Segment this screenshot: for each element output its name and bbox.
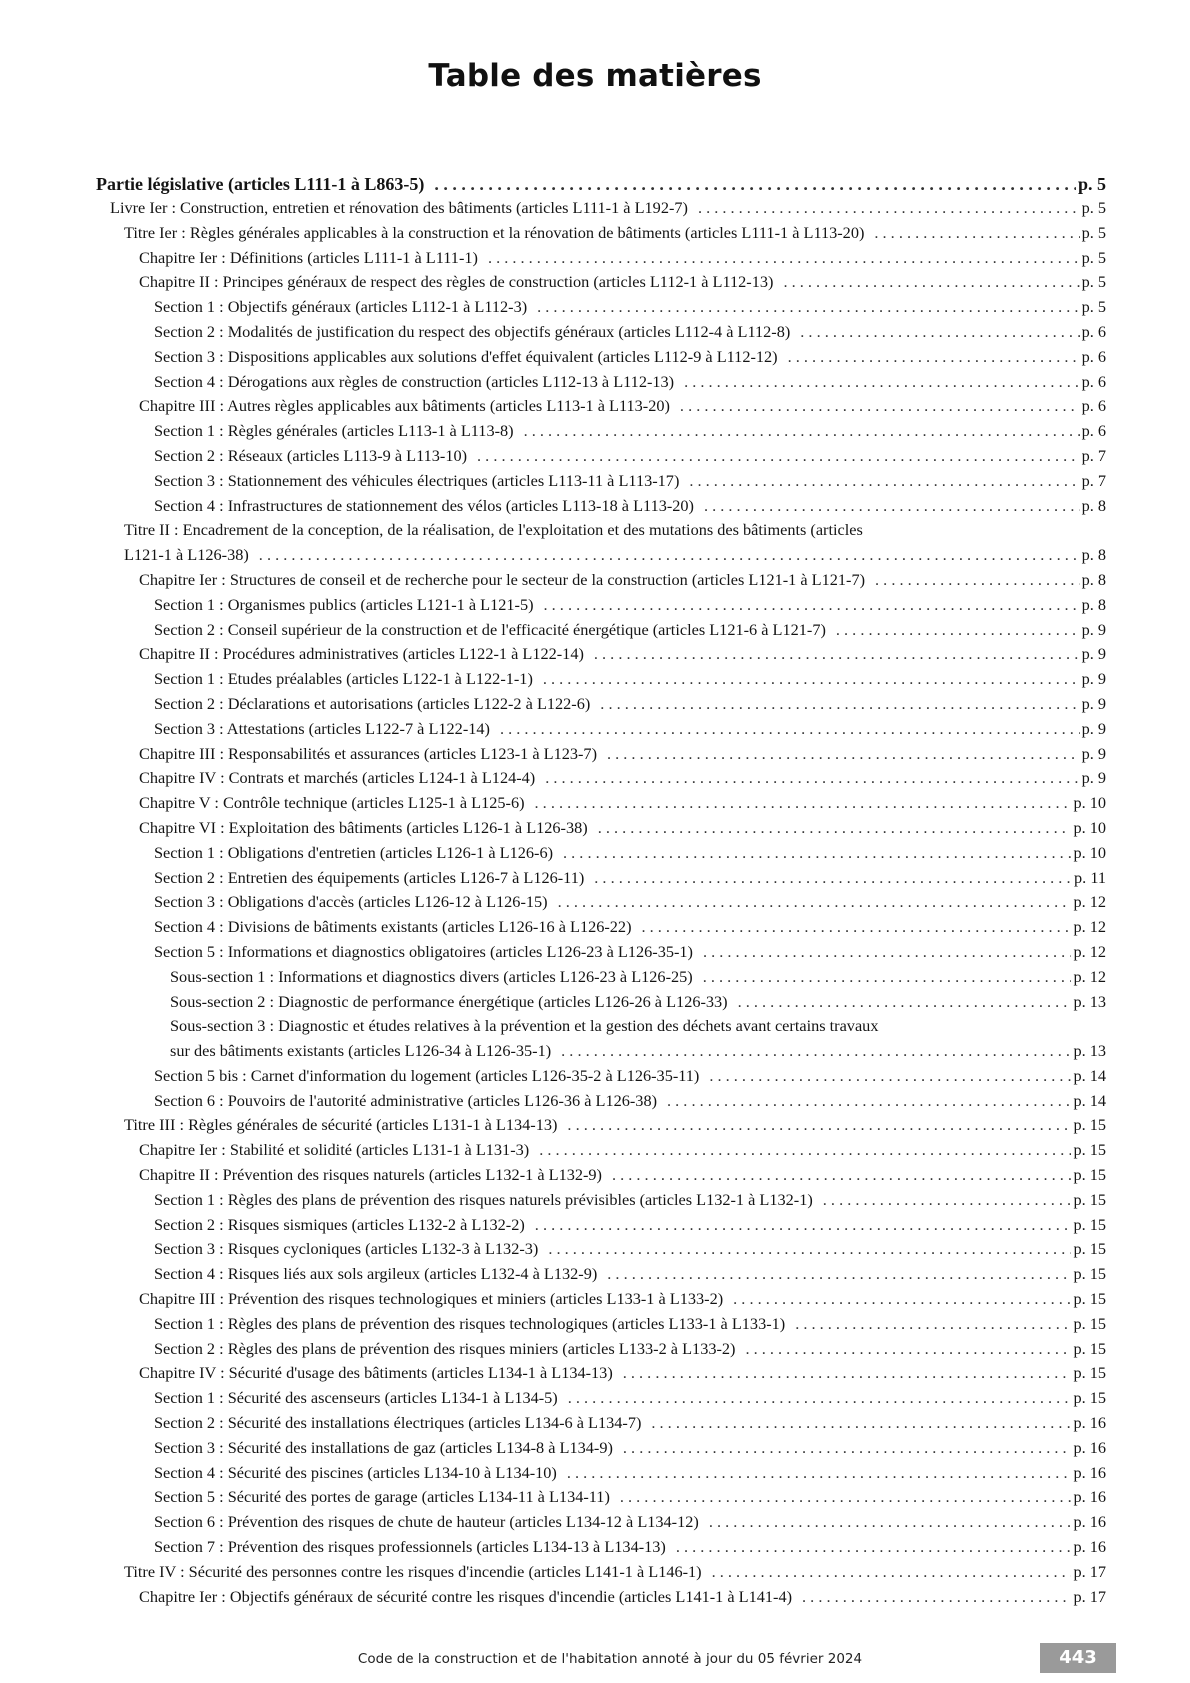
toc-entry[interactable] — [96, 866, 1106, 891]
toc-entry-page: p. 9 — [1081, 768, 1106, 788]
dot-leader — [524, 419, 1080, 444]
toc-entry-label: Chapitre III : Prévention des risques technologiques et miniers (articles L133-1 à L133-2) — [139, 1289, 724, 1309]
toc-entry-page: p. 15 — [1073, 1189, 1106, 1209]
toc-entry-label: Section 2 : Règles des plans de prévention des risques miniers (articles L133-2 à L133-2) — [154, 1338, 736, 1358]
toc-entry[interactable] — [96, 221, 1106, 246]
toc-entry-page: p. 8 — [1081, 569, 1106, 589]
toc-entry-page: p. 8 — [1081, 594, 1106, 614]
toc-entry-page: p. 6 — [1081, 396, 1106, 416]
dot-leader — [712, 1560, 1072, 1585]
toc-entry-label: sur des bâtiments existants (articles L126-34 à L126-35-1) — [170, 1041, 552, 1061]
toc-entry[interactable] — [96, 270, 1106, 295]
toc-entry[interactable] — [96, 791, 1106, 816]
toc-entry[interactable] — [96, 667, 1106, 692]
toc-entry[interactable] — [96, 593, 1106, 618]
toc-entry[interactable] — [96, 1089, 1106, 1114]
page-number-badge: 443 — [1040, 1643, 1116, 1673]
dot-leader — [709, 1510, 1072, 1535]
toc-entry[interactable] — [96, 1337, 1106, 1362]
toc-entry[interactable] — [96, 543, 1106, 568]
toc-entry[interactable] — [96, 370, 1106, 395]
footer-text: Code de la construction et de l'habitation annoté à jour du 05 février 2024 — [357, 1651, 863, 1667]
toc-entry[interactable] — [96, 320, 1106, 345]
toc-entry-label: Section 2 : Réseaux (articles L113-9 à L113-10) — [154, 445, 468, 465]
dot-leader — [642, 915, 1072, 940]
toc-entry-page: p. 15 — [1073, 1115, 1106, 1135]
toc-entry-page: p. 10 — [1073, 817, 1106, 837]
toc-entry-page: p. 5 — [1077, 174, 1106, 194]
dot-leader — [561, 1039, 1071, 1064]
toc-entry[interactable] — [96, 345, 1106, 370]
toc-entry[interactable] — [96, 1510, 1106, 1535]
dot-leader — [568, 1386, 1072, 1411]
toc-entry[interactable] — [96, 816, 1106, 841]
toc-entry-label: Section 2 : Entretien des équipements (articles L126-7 à L126-11) — [154, 867, 585, 887]
toc-entry[interactable] — [96, 1188, 1106, 1213]
toc-entry-label: Section 2 : Risques sismiques (articles L132-2 à L132-2) — [154, 1214, 525, 1234]
toc-entry-label: Section 3 : Attestations (articles L122-7 à L122-14) — [154, 718, 490, 738]
toc-entry-label: Section 3 : Dispositions applicables aux solutions d'effet équivalent (articles L112-9 à L112-12) — [154, 346, 778, 366]
dot-leader — [800, 320, 1079, 345]
toc-entry[interactable] — [96, 1361, 1106, 1386]
toc-entry-page: p. 16 — [1073, 1437, 1106, 1457]
toc-entry[interactable] — [96, 1213, 1106, 1238]
toc-entry[interactable] — [96, 1039, 1106, 1064]
dot-leader — [783, 270, 1079, 295]
toc-entry[interactable] — [96, 1262, 1106, 1287]
dot-leader — [795, 1312, 1071, 1337]
dot-leader — [788, 345, 1080, 370]
toc-entry[interactable] — [96, 444, 1106, 469]
dot-leader — [598, 816, 1072, 841]
toc-entry-label: Section 4 : Risques liés aux sols argileux (articles L132-4 à L132-9) — [154, 1264, 598, 1284]
toc-entry[interactable] — [96, 618, 1106, 643]
toc-entry-page: p. 6 — [1081, 346, 1106, 366]
toc-entry-page: p. 8 — [1081, 495, 1106, 515]
toc-entry-page: p. 16 — [1073, 1487, 1106, 1507]
dot-leader — [745, 1337, 1071, 1362]
dot-leader — [623, 1436, 1072, 1461]
toc-entry-label: Chapitre III : Responsabilités et assurances (articles L123-1 à L123-7) — [139, 743, 597, 763]
dot-leader — [434, 171, 1076, 197]
toc-entry[interactable] — [96, 742, 1106, 767]
toc-entry-page: p. 12 — [1073, 966, 1106, 986]
toc-entry-page: p. 7 — [1081, 445, 1106, 465]
dot-leader — [545, 766, 1079, 791]
dot-leader — [733, 1287, 1071, 1312]
toc-entry-page: p. 10 — [1073, 842, 1106, 862]
toc-entry-page: p. 14 — [1073, 1065, 1106, 1085]
toc-entry-label: Titre IV : Sécurité des personnes contre les risques d'incendie (articles L141-1 à L146-1) — [124, 1561, 702, 1581]
toc-entry-page: p. 15 — [1073, 1338, 1106, 1358]
page-footer — [0, 1643, 1190, 1673]
toc-entry-label: Section 4 : Infrastructures de stationnement des vélos (articles L113-18 à L113-20) — [154, 495, 694, 515]
dot-leader — [558, 890, 1072, 915]
dot-leader — [543, 667, 1080, 692]
toc-entry-label: Chapitre Ier : Stabilité et solidité (articles L131-1 à L131-3) — [139, 1140, 530, 1160]
toc-entry-label: Sous-section 1 : Informations et diagnostics divers (articles L126-23 à L126-25) — [170, 966, 693, 986]
toc-entry-page: p. 15 — [1073, 1165, 1106, 1185]
toc-entry-label: Chapitre V : Contrôle technique (articles L125-1 à L125-6) — [139, 793, 525, 813]
dot-leader — [477, 444, 1080, 469]
dot-leader — [544, 593, 1080, 618]
dot-leader — [667, 1089, 1071, 1114]
toc-entry-page: p. 6 — [1081, 371, 1106, 391]
toc-entry[interactable] — [96, 1138, 1106, 1163]
toc-entry-label-line1: Sous-section 3 : Diagnostic et études relatives à la prévention et la gestion des déchets avant certains travaux — [170, 1016, 879, 1036]
dot-leader — [488, 246, 1080, 271]
toc-entry-page: p. 6 — [1081, 321, 1106, 341]
toc-entry-label: Section 7 : Prévention des risques professionnels (articles L134-13 à L134-13) — [154, 1537, 666, 1557]
dot-leader — [689, 469, 1079, 494]
toc-entry-label: Section 1 : Etudes préalables (articles L122-1 à L122-1-1) — [154, 669, 533, 689]
dot-leader — [802, 1585, 1071, 1610]
dot-leader — [709, 1064, 1071, 1089]
toc-entry-page: p. 5 — [1081, 297, 1106, 317]
toc-entry-page: p. 5 — [1081, 222, 1106, 242]
toc-entry-label: Section 4 : Divisions de bâtiments existants (articles L126-16 à L126-22) — [154, 917, 632, 937]
dot-leader — [704, 494, 1080, 519]
toc-entry-page: p. 5 — [1081, 198, 1106, 217]
dot-leader — [703, 965, 1072, 990]
toc-entry-label: Chapitre III : Autres règles applicables aux bâtiments (articles L113-1 à L113-20) — [139, 396, 670, 416]
toc-entry-label: Section 2 : Modalités de justification du respect des objectifs généraux (articles L112-4 à L112-8) — [154, 321, 791, 341]
toc-entry-label: Section 2 : Conseil supérieur de la construction et de l'efficacité énergétique (articles L121-6 à L121-7) — [154, 619, 826, 639]
toc-entry-label: Section 2 : Déclarations et autorisations (articles L122-2 à L122-6) — [154, 693, 591, 713]
toc-entry-page: p. 16 — [1073, 1537, 1106, 1557]
toc-entry-page: p. 15 — [1073, 1239, 1106, 1259]
toc-entry-label: Chapitre Ier : Structures de conseil et de recherche pour le secteur de la construction (articles L121-1 à L121-7) — [139, 569, 866, 589]
toc-entry-page: p. 14 — [1073, 1090, 1106, 1110]
toc-entry-page: p. 15 — [1073, 1214, 1106, 1234]
toc-entry-label: Section 1 : Organismes publics (articles L121-1 à L121-5) — [154, 594, 534, 614]
toc-entry-page: p. 9 — [1081, 743, 1106, 763]
toc-entry[interactable] — [96, 1163, 1106, 1188]
dot-leader — [698, 196, 1080, 221]
toc-entry-label: Titre Ier : Règles générales applicables à la construction et la rénovation de bâtiments (articles L111-1 à L113-20) — [124, 222, 865, 242]
toc-entry-page: p. 12 — [1073, 941, 1106, 961]
toc-entry[interactable] — [96, 469, 1106, 494]
toc-entry-page: p. 9 — [1081, 669, 1106, 689]
toc-entry[interactable] — [96, 990, 1106, 1015]
toc-entry[interactable] — [96, 196, 1106, 221]
dot-leader — [535, 791, 1072, 816]
toc-entry[interactable] — [96, 295, 1106, 320]
toc-entry[interactable] — [96, 246, 1106, 271]
toc-entry[interactable] — [96, 890, 1106, 915]
toc-entry[interactable] — [96, 1237, 1106, 1262]
toc-entry-label: Section 1 : Règles générales (articles L113-1 à L113-8) — [154, 421, 514, 441]
toc-entry-page: p. 16 — [1073, 1413, 1106, 1433]
toc-entry[interactable] — [96, 1560, 1106, 1585]
toc-entry-label: Section 6 : Pouvoirs de l'autorité administrative (articles L126-36 à L126-38) — [154, 1090, 658, 1110]
toc-entry-page: p. 8 — [1081, 545, 1106, 565]
dot-leader — [623, 1361, 1072, 1386]
toc-entry-label: Chapitre IV : Sécurité d'usage des bâtiments (articles L134-1 à L134-13) — [139, 1363, 613, 1383]
toc-entry-page: p. 9 — [1081, 718, 1106, 738]
toc-entry[interactable] — [96, 1064, 1106, 1089]
toc-entry-label: Section 2 : Sécurité des installations électriques (articles L134-6 à L134-7) — [154, 1413, 642, 1433]
toc-entry-label: Chapitre II : Principes généraux de respect des règles de construction (articles L112-1 à L112-13) — [139, 272, 774, 292]
toc-entry-label: Chapitre VI : Exploitation des bâtiments (articles L126-1 à L126-38) — [139, 817, 588, 837]
toc-entry[interactable] — [96, 1535, 1106, 1560]
dot-leader — [680, 394, 1080, 419]
toc-entry[interactable] — [96, 568, 1106, 593]
toc-entry[interactable] — [96, 915, 1106, 940]
toc-entry[interactable] — [96, 1113, 1106, 1138]
toc-entry-page: p. 17 — [1073, 1561, 1106, 1581]
toc-entry[interactable] — [96, 642, 1106, 667]
dot-leader — [676, 1535, 1072, 1560]
toc-entry[interactable] — [96, 171, 1106, 197]
dot-leader — [535, 1213, 1072, 1238]
dot-leader — [874, 221, 1079, 246]
toc-entry-label: Section 3 : Stationnement des véhicules électriques (articles L113-11 à L113-17) — [154, 470, 680, 490]
toc-entry-page: p. 13 — [1073, 1041, 1106, 1061]
toc-entry-page: p. 16 — [1073, 1462, 1106, 1482]
dot-leader — [548, 1237, 1071, 1262]
toc-entry-label: Chapitre II : Procédures administratives (articles L122-1 à L122-14) — [139, 644, 584, 664]
toc-entry-label: Chapitre IV : Contrats et marchés (articles L124-1 à L124-4) — [139, 768, 536, 788]
toc-entry-label: Section 1 : Obligations d'entretien (articles L126-1 à L126-6) — [154, 842, 554, 862]
toc-entry-page: p. 5 — [1081, 247, 1106, 267]
dot-leader — [620, 1485, 1072, 1510]
toc-entry-label-line1: Titre II : Encadrement de la conception, de la réalisation, de l'exploitation et des mutations des bâtiments (articles — [124, 520, 863, 540]
toc-entry-page: p. 10 — [1073, 793, 1106, 813]
toc-entry-label: Titre III : Règles générales de sécurité (articles L131-1 à L134-13) — [124, 1115, 558, 1135]
toc-entry-page: p. 5 — [1081, 272, 1106, 292]
toc-entry-label: Partie législative (articles L111-1 à L863-5) — [96, 174, 425, 194]
toc-entry-label: Section 3 : Obligations d'accès (articles L126-12 à L126-15) — [154, 892, 548, 912]
toc-entry-page: p. 16 — [1073, 1512, 1106, 1532]
toc-entry-page: p. 7 — [1081, 470, 1106, 490]
toc-entry-page: p. 15 — [1073, 1140, 1106, 1160]
toc-entry-page: p. 12 — [1073, 892, 1106, 912]
toc-entry-label: Section 1 : Règles des plans de prévention des risques naturels prévisibles (articles L132-1 à L132-1) — [154, 1189, 813, 1209]
table-of-contents — [96, 171, 1106, 1609]
dot-leader — [600, 692, 1079, 717]
dot-leader — [563, 841, 1071, 866]
dot-leader — [875, 568, 1080, 593]
toc-entry-page: p. 11 — [1074, 867, 1106, 887]
toc-entry-page: p. 9 — [1081, 644, 1106, 664]
toc-entry-label: Section 5 : Informations et diagnostics obligatoires (articles L126-23 à L126-35-1) — [154, 941, 693, 961]
toc-entry-label: Section 1 : Règles des plans de prévention des risques technologiques (articles L133-1 à L133-1) — [154, 1313, 786, 1333]
toc-entry[interactable] — [96, 940, 1106, 965]
dot-leader — [537, 295, 1079, 320]
toc-entry[interactable] — [96, 1461, 1106, 1486]
dot-leader — [539, 1138, 1071, 1163]
toc-entry-label: Livre Ier : Construction, entretien et rénovation des bâtiments (articles L111-1 à L192-7) — [110, 198, 688, 217]
toc-entry-label: Chapitre Ier : Définitions (articles L111-1 à L111-1) — [139, 247, 478, 267]
toc-entry[interactable] — [96, 1436, 1106, 1461]
toc-entry[interactable] — [96, 394, 1106, 419]
toc-entry[interactable] — [96, 1386, 1106, 1411]
toc-entry-label: Section 5 bis : Carnet d'information du logement (articles L126-35-2 à L126-35-11) — [154, 1065, 700, 1085]
toc-entry-page: p. 15 — [1073, 1388, 1106, 1408]
dot-leader — [823, 1188, 1072, 1213]
dot-leader — [607, 1262, 1071, 1287]
toc-entry-page: p. 9 — [1081, 693, 1106, 713]
dot-leader — [607, 742, 1080, 767]
toc-entry-label: Chapitre II : Prévention des risques naturels (articles L132-1 à L132-9) — [139, 1165, 602, 1185]
toc-entry[interactable] — [96, 1411, 1106, 1436]
toc-entry[interactable] — [96, 692, 1106, 717]
dot-leader — [259, 543, 1080, 568]
toc-entry-label: Section 4 : Sécurité des piscines (articles L134-10 à L134-10) — [154, 1462, 557, 1482]
toc-entry[interactable] — [96, 1312, 1106, 1337]
toc-entry-page: p. 13 — [1073, 991, 1106, 1011]
toc-entry-page: p. 15 — [1073, 1289, 1106, 1309]
toc-entry-page: p. 15 — [1073, 1264, 1106, 1284]
toc-entry-page: p. 15 — [1073, 1363, 1106, 1383]
toc-entry[interactable] — [96, 1287, 1106, 1312]
toc-entry[interactable] — [96, 419, 1106, 444]
toc-entry[interactable] — [96, 1585, 1106, 1610]
toc-entry-page: p. 12 — [1073, 917, 1106, 937]
toc-entry-label: Section 3 : Risques cycloniques (articles L132-3 à L132-3) — [154, 1239, 539, 1259]
toc-entry-label: Chapitre Ier : Objectifs généraux de sécurité contre les risques d'incendie (articles L141-1 à L141-4) — [139, 1586, 793, 1606]
toc-entry-label: Section 3 : Sécurité des installations de gaz (articles L134-8 à L134-9) — [154, 1437, 613, 1457]
dot-leader — [500, 717, 1080, 742]
toc-entry-label: Section 1 : Sécurité des ascenseurs (articles L134-1 à L134-5) — [154, 1388, 558, 1408]
page-title: Table des matières — [428, 58, 762, 94]
toc-entry[interactable] — [96, 494, 1106, 519]
toc-entry-label: Section 6 : Prévention des risques de chute de hauteur (articles L134-12 à L134-12) — [154, 1512, 699, 1532]
dot-leader — [684, 370, 1079, 395]
dot-leader — [651, 1411, 1071, 1436]
dot-leader — [738, 990, 1072, 1015]
toc-entry-page: p. 9 — [1081, 619, 1106, 639]
toc-entry[interactable] — [96, 766, 1106, 791]
dot-leader — [567, 1113, 1071, 1138]
toc-entry-label: Sous-section 2 : Diagnostic de performance énergétique (articles L126-26 à L126-33) — [170, 991, 728, 1011]
toc-entry-label: L121-1 à L126-38) — [124, 545, 249, 565]
toc-entry-label: Section 5 : Sécurité des portes de garage (articles L134-11 à L134-11) — [154, 1487, 610, 1507]
toc-entry[interactable] — [96, 841, 1106, 866]
dot-leader — [594, 866, 1072, 891]
toc-entry-label: Section 1 : Objectifs généraux (articles L112-1 à L112-3) — [154, 297, 528, 317]
dot-leader — [836, 618, 1080, 643]
toc-entry[interactable] — [96, 717, 1106, 742]
dot-leader — [703, 940, 1071, 965]
dot-leader — [612, 1163, 1071, 1188]
toc-entry-page: p. 15 — [1073, 1313, 1106, 1333]
toc-entry[interactable] — [96, 1485, 1106, 1510]
toc-entry[interactable] — [96, 965, 1106, 990]
dot-leader — [594, 642, 1080, 667]
toc-entry-page: p. 6 — [1081, 421, 1106, 441]
toc-entry-page: p. 17 — [1073, 1586, 1106, 1606]
dot-leader — [567, 1461, 1072, 1486]
toc-entry-label: Section 4 : Dérogations aux règles de construction (articles L112-13 à L112-13) — [154, 371, 675, 391]
